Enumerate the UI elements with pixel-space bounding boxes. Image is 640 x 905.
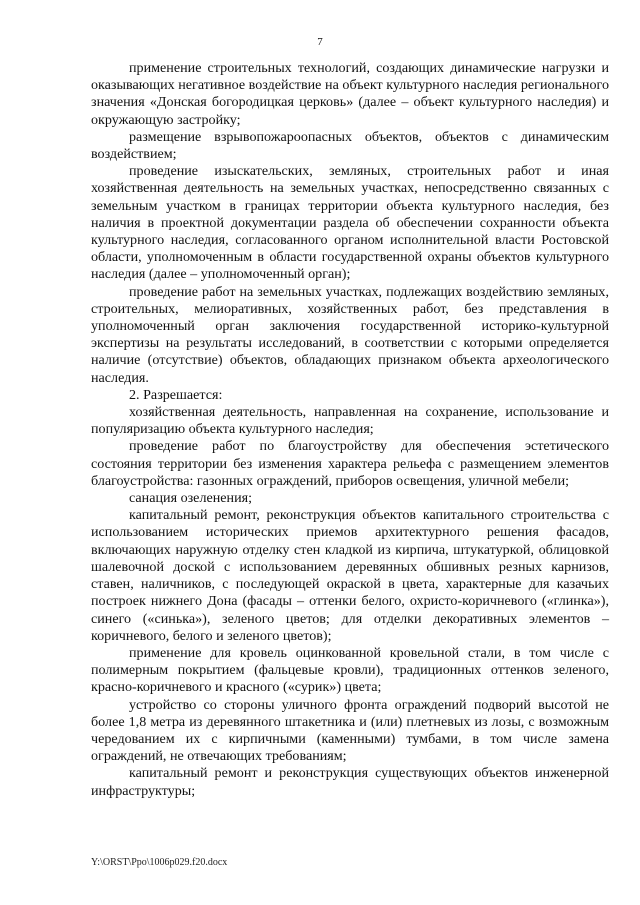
paragraph-economic-activity: хозяйственная деятельность, направленная на сохранение, использование и популяризацию объекта культурного наследия; (91, 404, 609, 438)
paragraph-roofing: применение для кровель оцинкованной кровельной стали, в том числе с полимерным покрытием (фальцевые кровли), традиционных оттенков зеленого, красно-коричневого и красного («сурик») цвета; (91, 644, 609, 696)
paragraph-construction-technologies: применение строительных технологий, создающих динамические нагрузки и оказывающих негативное воздействие на объект культурного наследия регионального значения «Донская богородицкая церковь» (далее – объект культурного наследия) и окружающую застройку; (91, 60, 609, 128)
paragraph-greenery-sanitation: санация озеленения; (129, 490, 253, 507)
paragraph-land-works: проведение работ на земельных участках, подлежащих воздействию земляных, строительных, мелиоративных, хозяйственных работ, без представления в уполномоченный орган заключения государственной историко-культурной экспертизы на результаты исследований, в соответствии с которыми определяется наличие (отсутствие) объектов, обладающих признаком объекта археологического наследия. (91, 283, 609, 386)
paragraph-fences: устройство со стороны уличного фронта ограждений подворий высотой не более 1,8 метра из деревянного штакетника и (или) плетневых из лозы, с возможным чередованием их с кирпичными (каменными) тумбами, в том числе замена ограждений, не отвечающих требованиям; (91, 696, 609, 765)
paragraph-infrastructure: капитальный ремонт и реконструкция существующих объектов инженерной инфраструктуры; (91, 765, 609, 799)
paragraph-explosive-objects: размещение взрывопожароопасных объектов, объектов с динамическим воздействием; (91, 128, 609, 163)
paragraph-landscaping: проведение работ по благоустройству для обеспечения эстетического состояния территории без изменения характера рельефа с размещением элементов благоустройства: газонных ограждений, приборов освещения, уличной мебели; (91, 438, 609, 489)
page-number: 7 (317, 36, 323, 48)
document-body (91, 60, 609, 800)
footer-file-path: Y:\ORST\Ppo\1006p029.f20.docx (91, 857, 228, 868)
section-heading-permitted: 2. Разрешается: (129, 386, 223, 403)
paragraph-survey-works: проведение изыскательских, земляных, строительных работ и иная хозяйственная деятельность на земельных участках, непосредственно связанных с земельным участком в границах территории объекта культурного наследия, без наличия в проектной документации раздела об обеспечении сохранности объекта культурного наследия, согласованного органом исполнительной власти Ростовской области, уполномоченным в области государственной охраны объектов культурного наследия (далее – уполномоченный орган); (91, 163, 609, 283)
paragraph-capital-repair: капитальный ремонт, реконструкция объектов капитального строительства с использованием исторических приемов архитектурного решения фасадов, включающих наружную отделку стен кладкой из кирпича, штукатуркой, облицовкой шалевочной доской с использованием деревянных обшивных резных карнизов, ставен, наличников, с последующей окраской в цвета, характерные для казачьих построек нижнего Дона (фасады – оттенки белого, охристо-коричневого («глинка»), синего («синька»), зеленого цветов; для отделки декоративных элементов – коричневого, белого и зеленого цветов); (91, 507, 609, 644)
